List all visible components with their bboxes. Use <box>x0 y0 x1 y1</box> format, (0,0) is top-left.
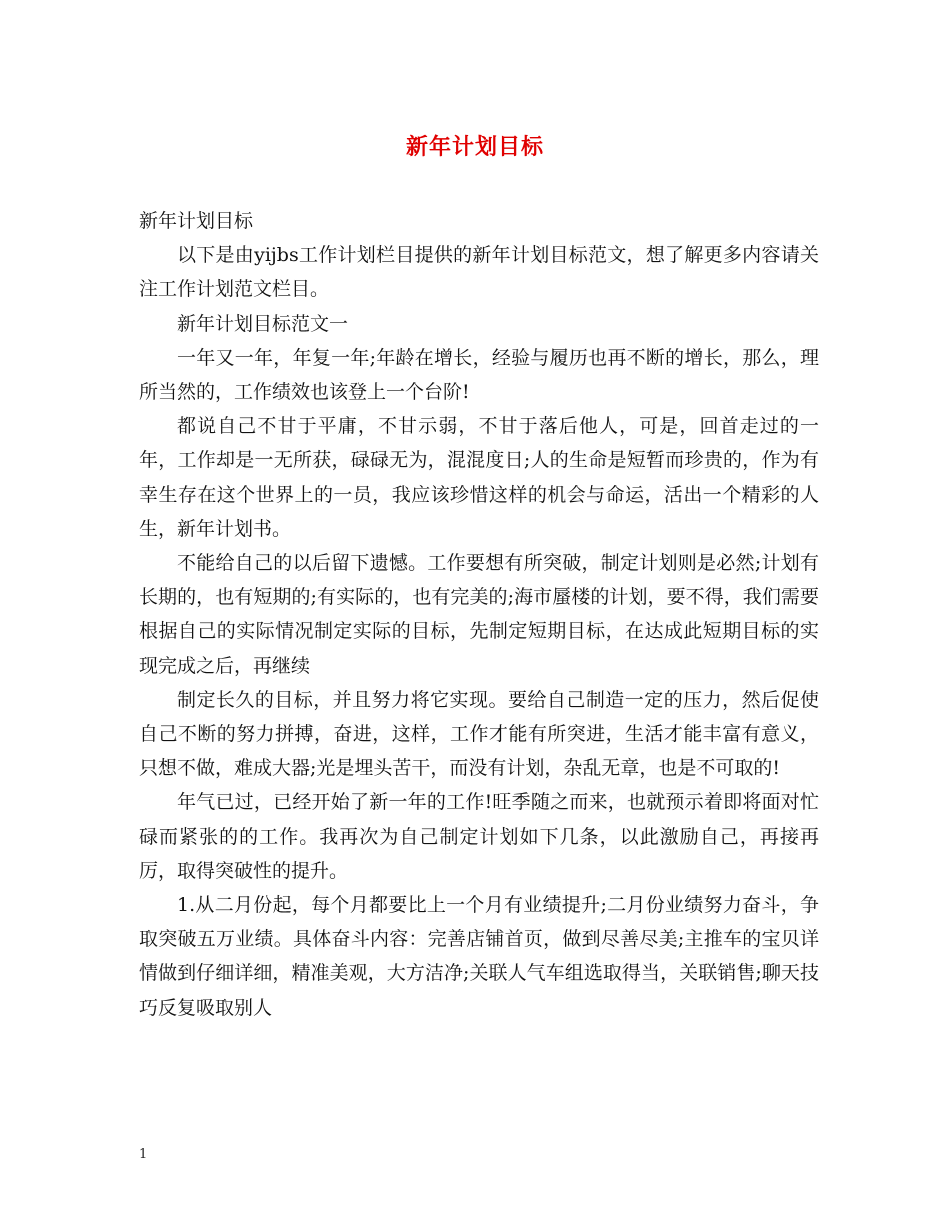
paragraph-intro: 以下是由yijbs工作计划栏目提供的新年计划目标范文，想了解更多内容请关注工作计划范文栏目。 <box>139 244 819 301</box>
paragraph: 1.从二月份起，每个月都要比上一个月有业绩提升;二月份业绩努力奋斗，争取突破五万业绩。具体奋斗内容：完善店铺首页，做到尽善尽美;主推车的宝贝详情做到仔细详细，精准美观，大方洁净;关联人气车组选取得当，关联销售;聊天技巧反复吸取别人 <box>139 894 819 1019</box>
document-body <box>139 204 819 1025</box>
paragraph-heading: 新年计划目标 <box>139 210 254 232</box>
paragraph: 制定长久的目标，并且努力将它实现。要给自己制造一定的压力，然后促使自己不断的努力拼搏，奋进，这样，工作才能有所突进，生活才能丰富有意义，只想不做，难成大器;光是埋头苦干，而没有计划，杂乱无章，也是不可取的! <box>139 688 819 780</box>
paragraph-section-title: 新年计划目标范文一 <box>177 312 349 335</box>
paragraph: 一年又一年，年复一年;年龄在增长，经验与履历也再不断的增长，那么，理所当然的，工作绩效也该登上一个台阶! <box>139 346 819 404</box>
document-title: 新年计划目标 <box>405 134 544 160</box>
paragraph: 年气已过，已经开始了新一年的工作!旺季随之而来，也就预示着即将面对忙碌而紧张的的工作。我再次为自己制定计划如下几条，以此激励自己，再接再厉，取得突破性的提升。 <box>139 791 819 882</box>
paragraph: 都说自己不甘于平庸，不甘示弱，不甘于落后他人，可是，回首走过的一年，工作却是一无所获，碌碌无为，混混度日;人的生命是短暂而珍贵的，作为有幸生存在这个世界上的一员，我应该珍惜这样的机会与命运，活出一个精彩的人生，新年计划书。 <box>139 415 819 540</box>
paragraph: 不能给自己的以后留下遗憾。工作要想有所突破，制定计划则是必然;计划有长期的，也有短期的;有实际的，也有完美的;海市蜃楼的计划，要不得，我们需要根据自己的实际情况制定实际的目标，先制定短期目标，在达成此短期目标的实现完成之后，再继续 <box>139 552 819 677</box>
page-number: 1 <box>139 1147 148 1162</box>
